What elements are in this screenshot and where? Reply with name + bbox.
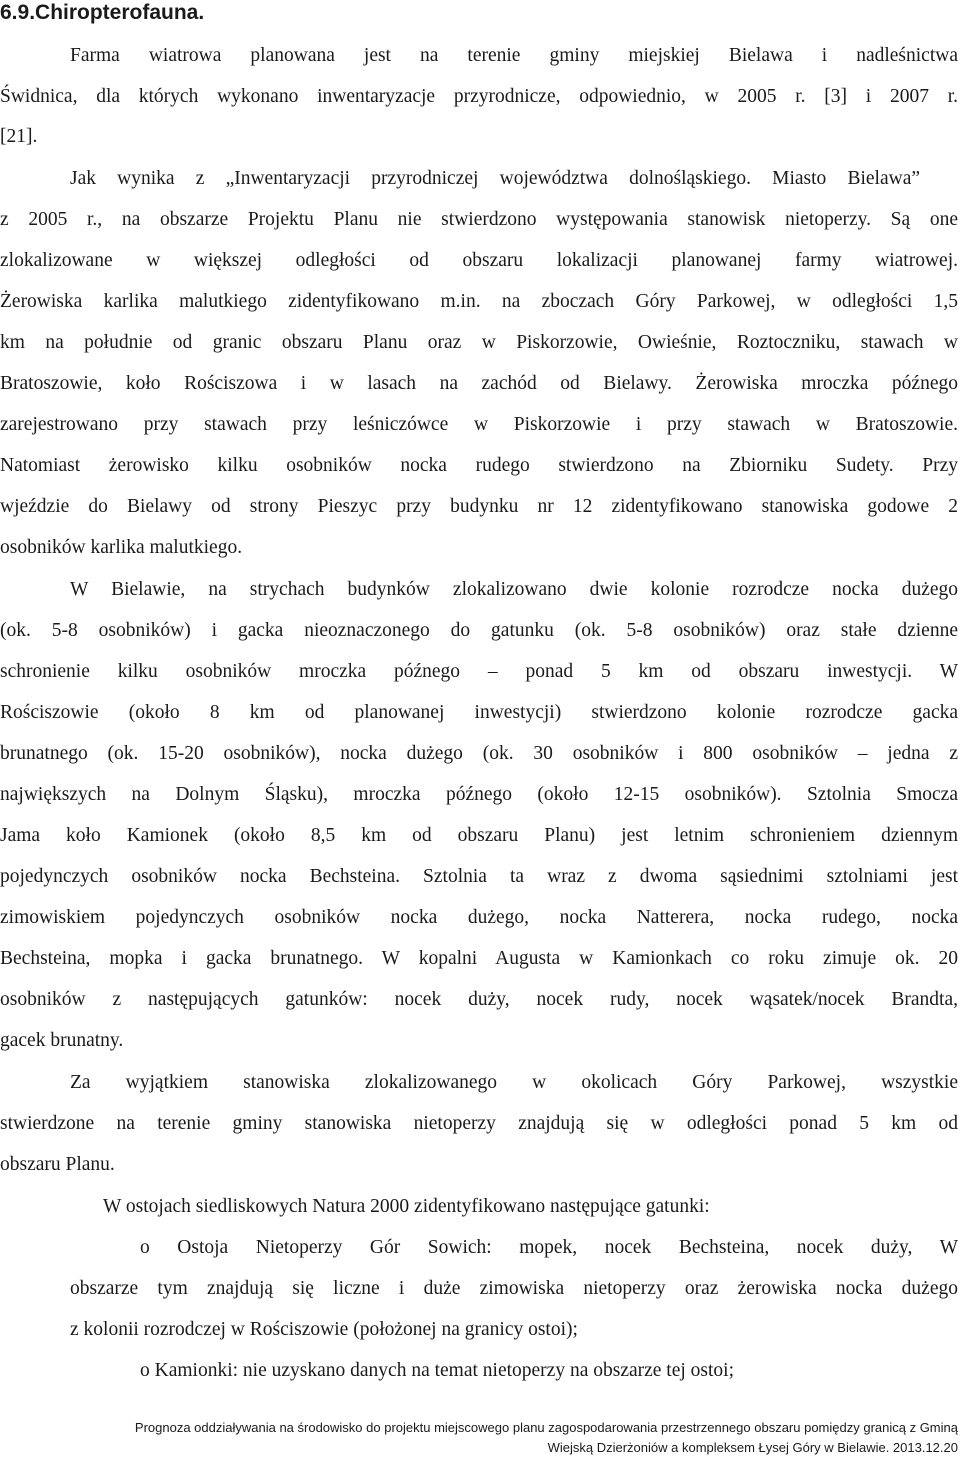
paragraph-line: Żerowiska karlika malutkiego zidentyfikowano m.in. na zboczach Góry Parkowej, w odległości 1,5 [0,291,958,312]
paragraph-line: pojedynczych osobników nocka Bechsteina. Sztolnia ta wraz z dwoma sąsiednimi sztolniami jest [0,866,958,887]
paragraph-line: brunatnego (ok. 15-20 osobników), nocka dużego (ok. 30 osobników i 800 osobników – jedna z [0,743,958,764]
paragraph-line: osobników z następujących gatunków: nocek duży, nocek rudy, nocek wąsatek/nocek Brandta, [0,989,958,1010]
paragraph-line: zlokalizowane w większej odległości od obszaru lokalizacji planowanej farmy wiatrowej. [0,250,958,271]
section-heading: 6.9.Chiropterofauna. [0,1,205,24]
paragraph-line: zimowiskiem pojedynczych osobników nocka dużego, nocka Natterera, nocka rudego, nocka [0,907,958,928]
paragraph-line: gacek brunatny. [0,1030,124,1051]
paragraph-line: Bechsteina, mopka i gacka brunatnego. W kopalni Augusta w Kamionkach co roku zimuje ok. 20 [0,948,958,969]
paragraph-line: osobników karlika malutkiego. [0,537,243,558]
footer-line: Prognoza oddziaływania na środowisko do projektu miejscowego planu zagospodarowania przestrzennego obszaru pomiędzy granicą z Gminą [134,1420,958,1435]
paragraph-line: (ok. 5-8 osobników) i gacka nieoznaczonego do gatunku (ok. 5-8 osobników) oraz stałe dzienne [0,620,958,641]
list-item-line: o Ostoja Nietoperzy Gór Sowich: mopek, nocek Bechsteina, nocek duży, W [140,1237,958,1258]
paragraph-line: Rościszowie (około 8 km od planowanej inwestycji) stwierdzono kolonie rozrodcze gacka [0,702,958,723]
paragraph-line: schronienie kilku osobników mroczka późnego – ponad 5 km od obszaru inwestycji. W [0,661,958,682]
paragraph-line: Bratoszowie, koło Rościszowa i w lasach na zachód od Bielawy. Żerowiska mroczka późnego [0,373,958,394]
paragraph-line: największych na Dolnym Śląsku), mroczka późnego (około 12-15 osobników). Sztolnia Smocza [0,784,958,805]
list-item-line: z kolonii rozrodczej w Rościszowie (położonej na granicy ostoi); [70,1319,578,1340]
paragraph-line: Za wyjątkiem stanowiska zlokalizowanego w okolicach Góry Parkowej, wszystkie [70,1072,958,1093]
paragraph-line: km na południe od granic obszaru Planu oraz w Piskorzowie, Owieśnie, Roztoczniku, stawach w [0,332,958,353]
list-item-line: obszarze tym znajdują się liczne i duże zimowiska nietoperzy oraz żerowiska nocka dużego [70,1278,958,1299]
paragraph-line: Jama koło Kamionek (około 8,5 km od obszaru Planu) jest letnim schronieniem dziennym [0,825,958,846]
list-item-line: o Kamionki: nie uzyskano danych na temat nietoperzy na obszarze tej ostoi; [140,1360,735,1381]
paragraph-line: Świdnica, dla których wykonano inwentaryzacje przyrodnicze, odpowiednio, w 2005 r. [3] i 2007 r. [0,86,958,107]
paragraph-line: wjeździe do Bielawy od strony Pieszyc przy budynku nr 12 zidentyfikowano stanowiska godowe 2 [0,496,958,517]
paragraph-line: obszaru Planu. [0,1154,115,1175]
paragraph-line: Farma wiatrowa planowana jest na terenie gminy miejskiej Bielawa i nadleśnictwa [70,45,958,66]
paragraph-line: [21]. [0,126,38,147]
paragraph-line: Natomiast żerowisko kilku osobników nocka rudego stwierdzono na Zbiorniku Sudety. Przy [0,455,958,476]
paragraph-line: stwierdzone na terenie gminy stanowiska nietoperzy znajdują się w odległości ponad 5 km od [0,1113,958,1134]
footer-line: Wiejską Dzierżoniów a kompleksem Łysej Góry w Bielawie. 2013.12.20 [547,1440,958,1455]
paragraph-line: W Bielawie, na strychach budynków zlokalizowano dwie kolonie rozrodcze nocka dużego [70,579,958,600]
paragraph-line: z 2005 r., na obszarze Projektu Planu nie stwierdzono występowania stanowisk nietoperzy. Są one [0,209,958,230]
paragraph-line: Jak wynika z „Inwentaryzacji przyrodniczej województwa dolnośląskiego. Miasto Bielawa” [70,168,920,189]
paragraph-line: zarejestrowano przy stawach przy leśniczówce w Piskorzowie i przy stawach w Bratoszowie. [0,414,958,435]
paragraph-line: W ostojach siedliskowych Natura 2000 zidentyfikowano następujące gatunki: [103,1196,710,1217]
